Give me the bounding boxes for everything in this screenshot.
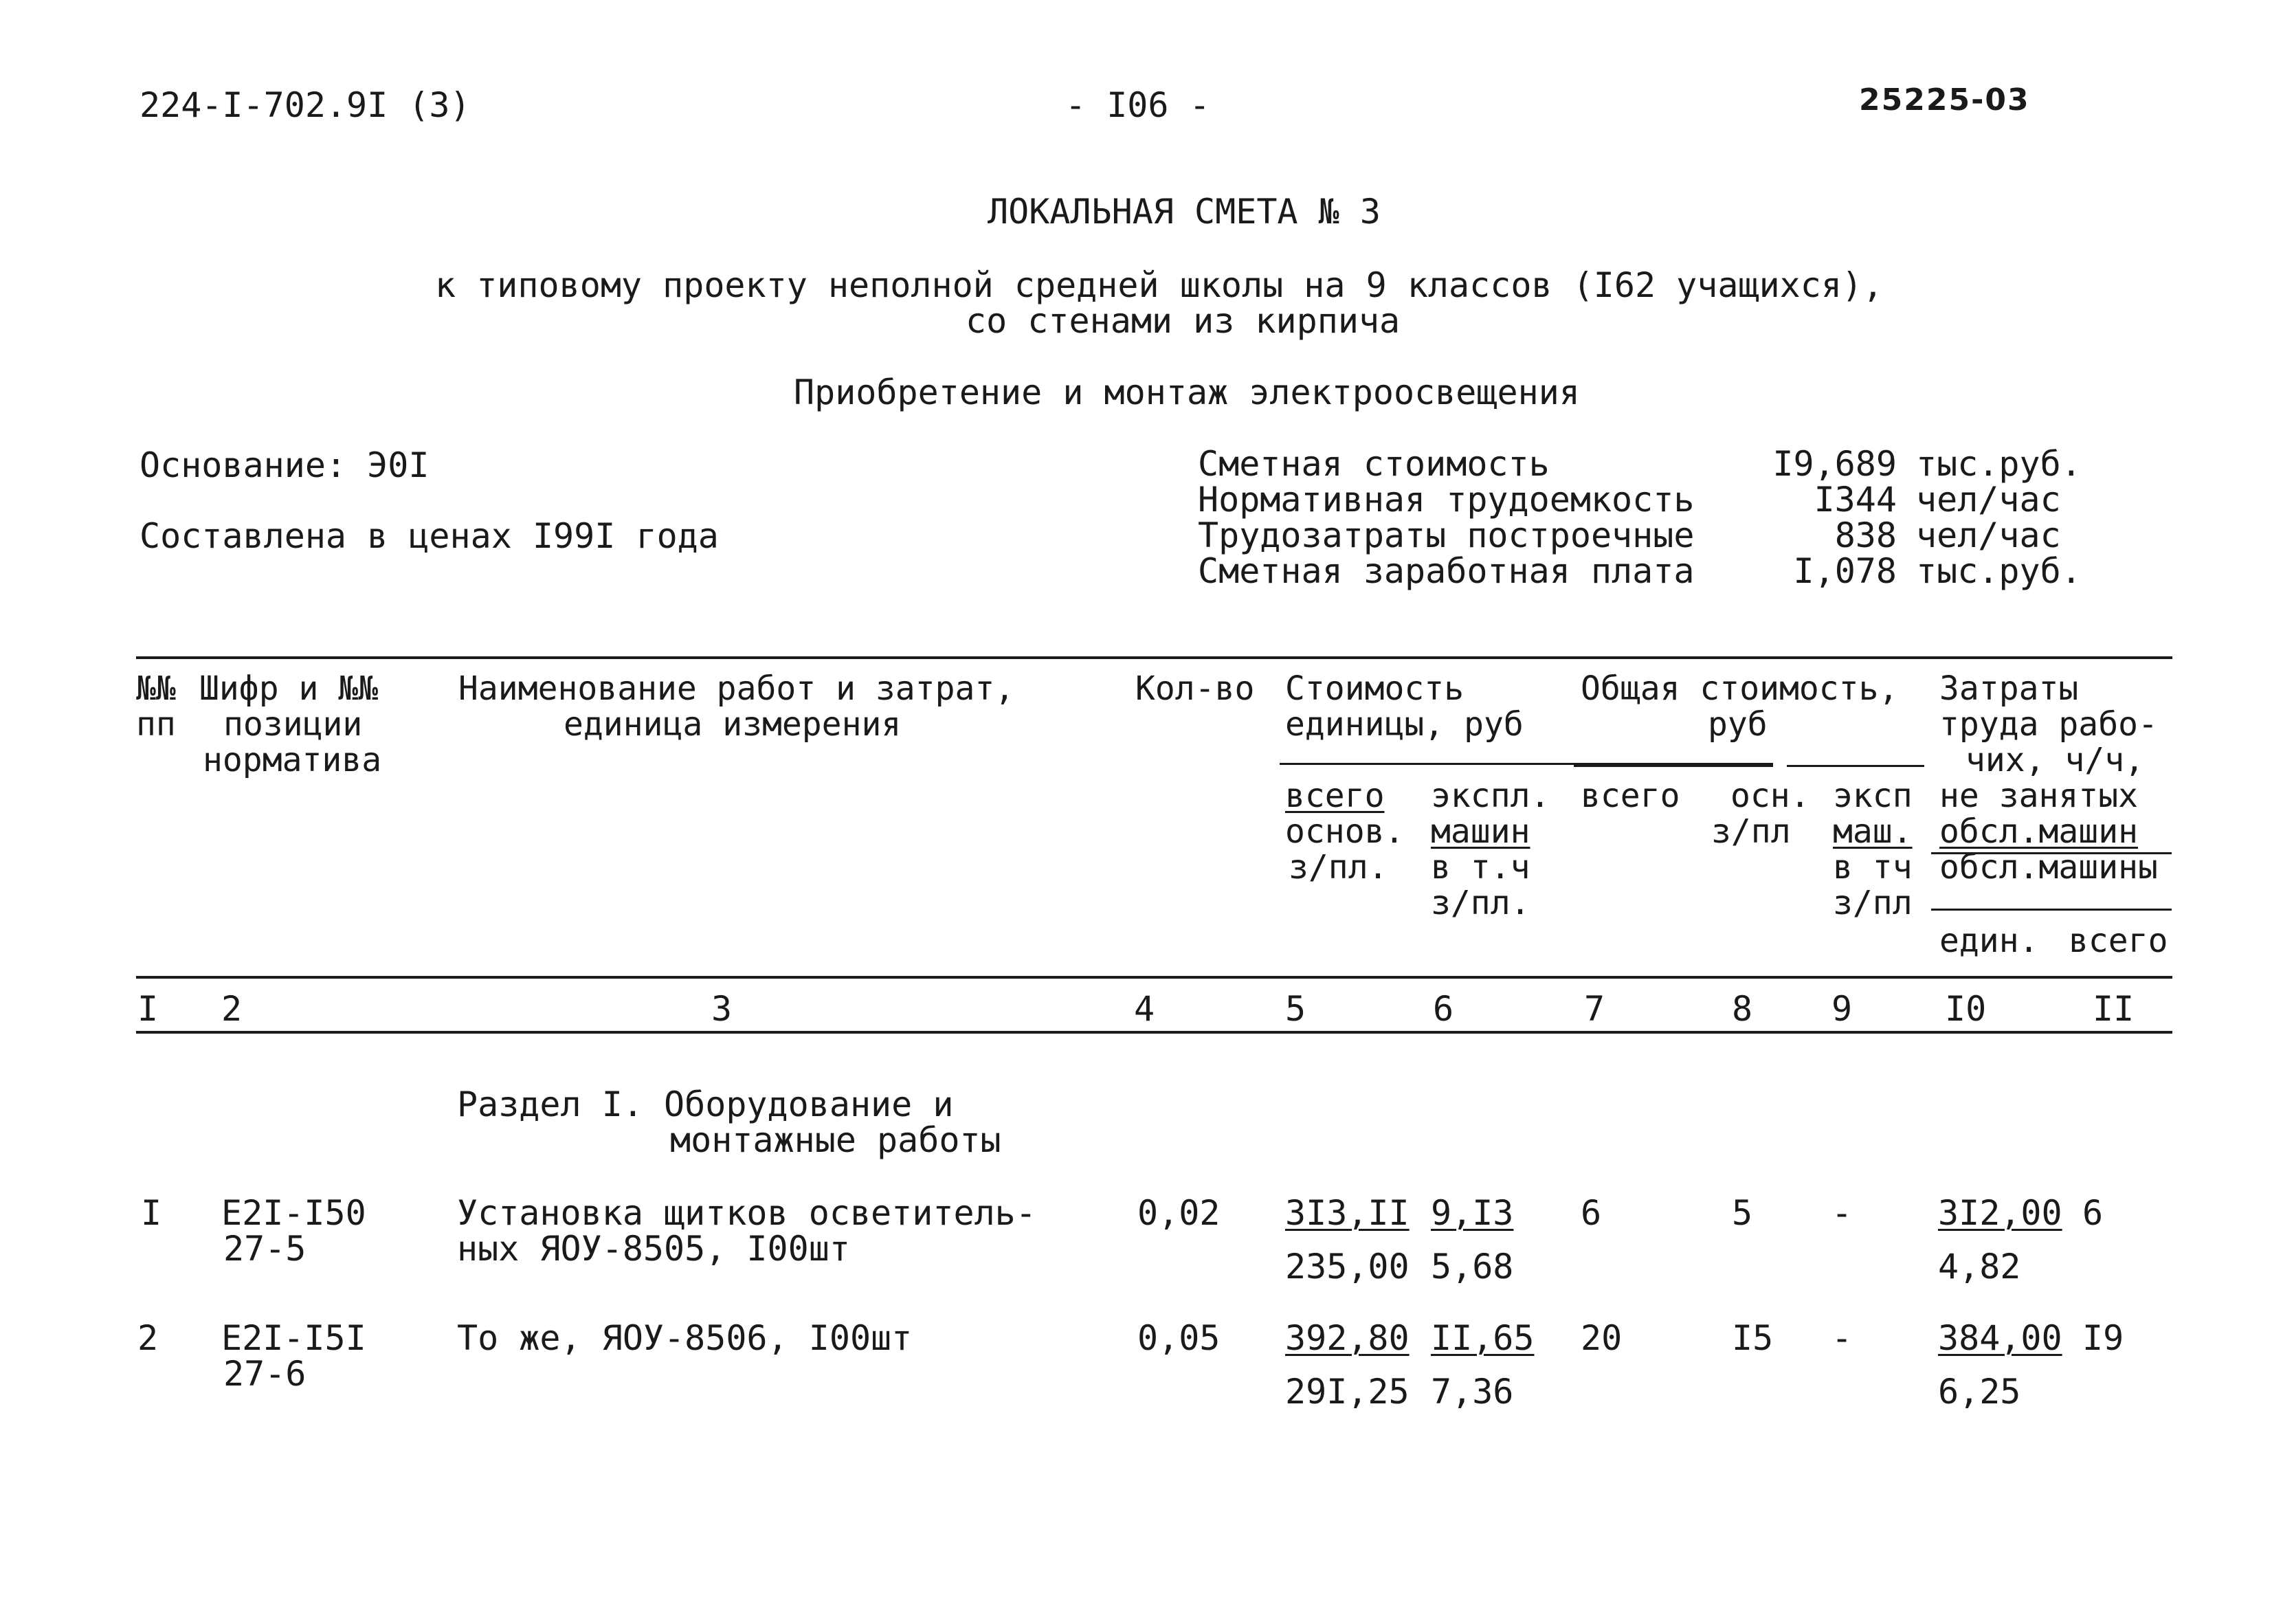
norm-code: Е2I-I50 [221, 1193, 366, 1233]
summary-unit: тыс.руб. [1916, 551, 2082, 591]
col1-header: пп [136, 705, 176, 744]
unit-cost-header: Стоимость [1285, 669, 1464, 708]
summary-label: Нормативная трудоемкость [1198, 480, 1695, 520]
summary-label: Сметная стоимость [1198, 444, 1550, 484]
summary-label: Трудозатраты построечные [1198, 515, 1695, 555]
labor-unit: 3I2,00 [1938, 1193, 2062, 1233]
col2-header: Шифр и №№ [199, 669, 379, 708]
section-title: Раздел I. Оборудование и [457, 1084, 954, 1124]
labor-total: I9 [2082, 1318, 2124, 1358]
work-name: То же, ЯОУ-8506, I00шт [457, 1318, 913, 1358]
base-wage: I5 [1732, 1318, 1774, 1358]
row-number: 2 [137, 1318, 159, 1358]
col4-header: Кол-во [1135, 669, 1255, 708]
total-cost-header: руб [1708, 705, 1768, 744]
quantity: 0,05 [1137, 1318, 1221, 1358]
c6-header: в т.ч [1431, 848, 1530, 887]
machine-total: - [1831, 1193, 1853, 1233]
c7-header: всего [1581, 777, 1680, 815]
labor-unit: 384,00 [1938, 1318, 2062, 1358]
unit-total-cost: 392,80 [1285, 1318, 1410, 1358]
column-number: I0 [1945, 989, 1987, 1029]
c6-header: машин [1431, 812, 1530, 851]
norm-code: 27-5 [223, 1229, 307, 1269]
work-name: ных ЯОУ-8505, I00шт [457, 1229, 850, 1269]
unit-base-wage: 235,00 [1285, 1247, 1410, 1287]
quantity: 0,02 [1137, 1193, 1221, 1233]
project-line-1: к типовому проекту неполной средней школы на 9 классов (I62 учащихся), [435, 265, 1884, 305]
machine-cost: 9,I3 [1431, 1193, 1514, 1233]
col1-header: №№ [136, 669, 176, 708]
labor-total: 6 [2082, 1193, 2104, 1233]
labor-subrule-2 [1931, 909, 2172, 911]
numbers-bottom-rule [136, 1031, 2172, 1034]
c8-header: осн. [1730, 777, 1810, 815]
column-number: 7 [1584, 989, 1605, 1029]
column-number: 4 [1134, 989, 1155, 1029]
project-line-2: со стенами из кирпича [966, 301, 1401, 341]
col2-header: позиции [223, 705, 363, 744]
unit-total-cost: 3I3,II [1285, 1193, 1410, 1233]
summary-unit: чел/час [1916, 515, 2061, 555]
machine-wage: 7,36 [1431, 1372, 1514, 1412]
c5-header: всего [1285, 777, 1385, 815]
row-number: I [141, 1193, 162, 1233]
machine-cost: II,65 [1431, 1318, 1535, 1358]
column-number: II [2093, 989, 2135, 1029]
column-number: 3 [711, 989, 733, 1029]
c8-header: з/пл [1711, 812, 1791, 851]
column-number: I [137, 989, 159, 1029]
c9-header: з/пл [1833, 884, 1913, 922]
c9-header: эксп [1833, 777, 1913, 815]
summary-value: I,078 [1793, 551, 1897, 591]
c9-header: в тч [1833, 848, 1913, 887]
c6-header: з/пл. [1431, 884, 1530, 922]
labor-total-header: всего [2069, 922, 2168, 960]
summary-value: I344 [1814, 480, 1897, 520]
summary-value: 838 [1834, 515, 1897, 555]
labor-header: чих, ч/ч, [1965, 741, 2145, 779]
labor-header: Затраты [1939, 669, 2079, 708]
column-number: 6 [1433, 989, 1454, 1029]
c9-header: маш. [1833, 812, 1913, 851]
labor-header: обсл.машины [1939, 848, 2158, 887]
labor-header: труда рабо- [1939, 705, 2158, 744]
summary-label: Сметная заработная плата [1198, 551, 1695, 591]
prices-line: Составлена в ценах I99I года [140, 516, 719, 556]
col3-header: единица измерения [564, 705, 902, 744]
column-number: 2 [221, 989, 243, 1029]
norm-code: 27-6 [223, 1354, 307, 1394]
total-cost: 20 [1581, 1318, 1623, 1358]
machine-wage: 5,68 [1431, 1247, 1514, 1287]
page-number: - I06 - [1065, 85, 1210, 125]
norm-code: Е2I-I5I [221, 1318, 366, 1358]
c5-header: основ. [1285, 812, 1405, 851]
base-wage: 5 [1732, 1193, 1753, 1233]
total-cost-subrule [1574, 765, 1773, 767]
column-number: 8 [1732, 989, 1753, 1029]
document-code: 224-I-702.9I (3) [140, 85, 471, 125]
total-cost-header: Общая стоимость, [1581, 669, 1899, 708]
summary-value: I9,689 [1772, 444, 1897, 484]
c6-header: экспл. [1431, 777, 1550, 815]
col3-header: Наименование работ и затрат, [458, 669, 1015, 708]
section-title: монтажные работы [670, 1120, 1001, 1160]
column-number: 9 [1831, 989, 1853, 1029]
col2-header: норматива [203, 741, 382, 779]
labor-header: обсл.машин [1939, 812, 2138, 851]
total-cost-subrule-2 [1787, 765, 1924, 767]
estimate-title: ЛОКАЛЬНАЯ СМЕТА № 3 [988, 192, 1381, 232]
archive-stamp: 25225-03 [1859, 82, 2030, 118]
unit-base-wage: 29I,25 [1285, 1372, 1410, 1412]
machine-total: - [1831, 1318, 1853, 1358]
total-cost: 6 [1581, 1193, 1602, 1233]
c5-header: з/пл. [1289, 848, 1388, 887]
summary-unit: тыс.руб. [1916, 444, 2082, 484]
labor-unit-header: един. [1939, 922, 2039, 960]
summary-unit: чел/час [1916, 480, 2061, 520]
table-top-rule [136, 656, 2172, 659]
basis-line: Основание: Э0I [140, 445, 430, 485]
labor-header: не занятых [1939, 777, 2138, 815]
work-name: Установка щитков осветитель- [457, 1193, 1036, 1233]
header-bottom-rule [136, 976, 2172, 979]
labor-machine: 4,82 [1938, 1247, 2021, 1287]
estimate-subject: Приобретение и монтаж электроосвещения [794, 372, 1580, 412]
unit-cost-header: единицы, руб [1285, 705, 1524, 744]
labor-machine: 6,25 [1938, 1372, 2021, 1412]
column-number: 5 [1285, 989, 1306, 1029]
